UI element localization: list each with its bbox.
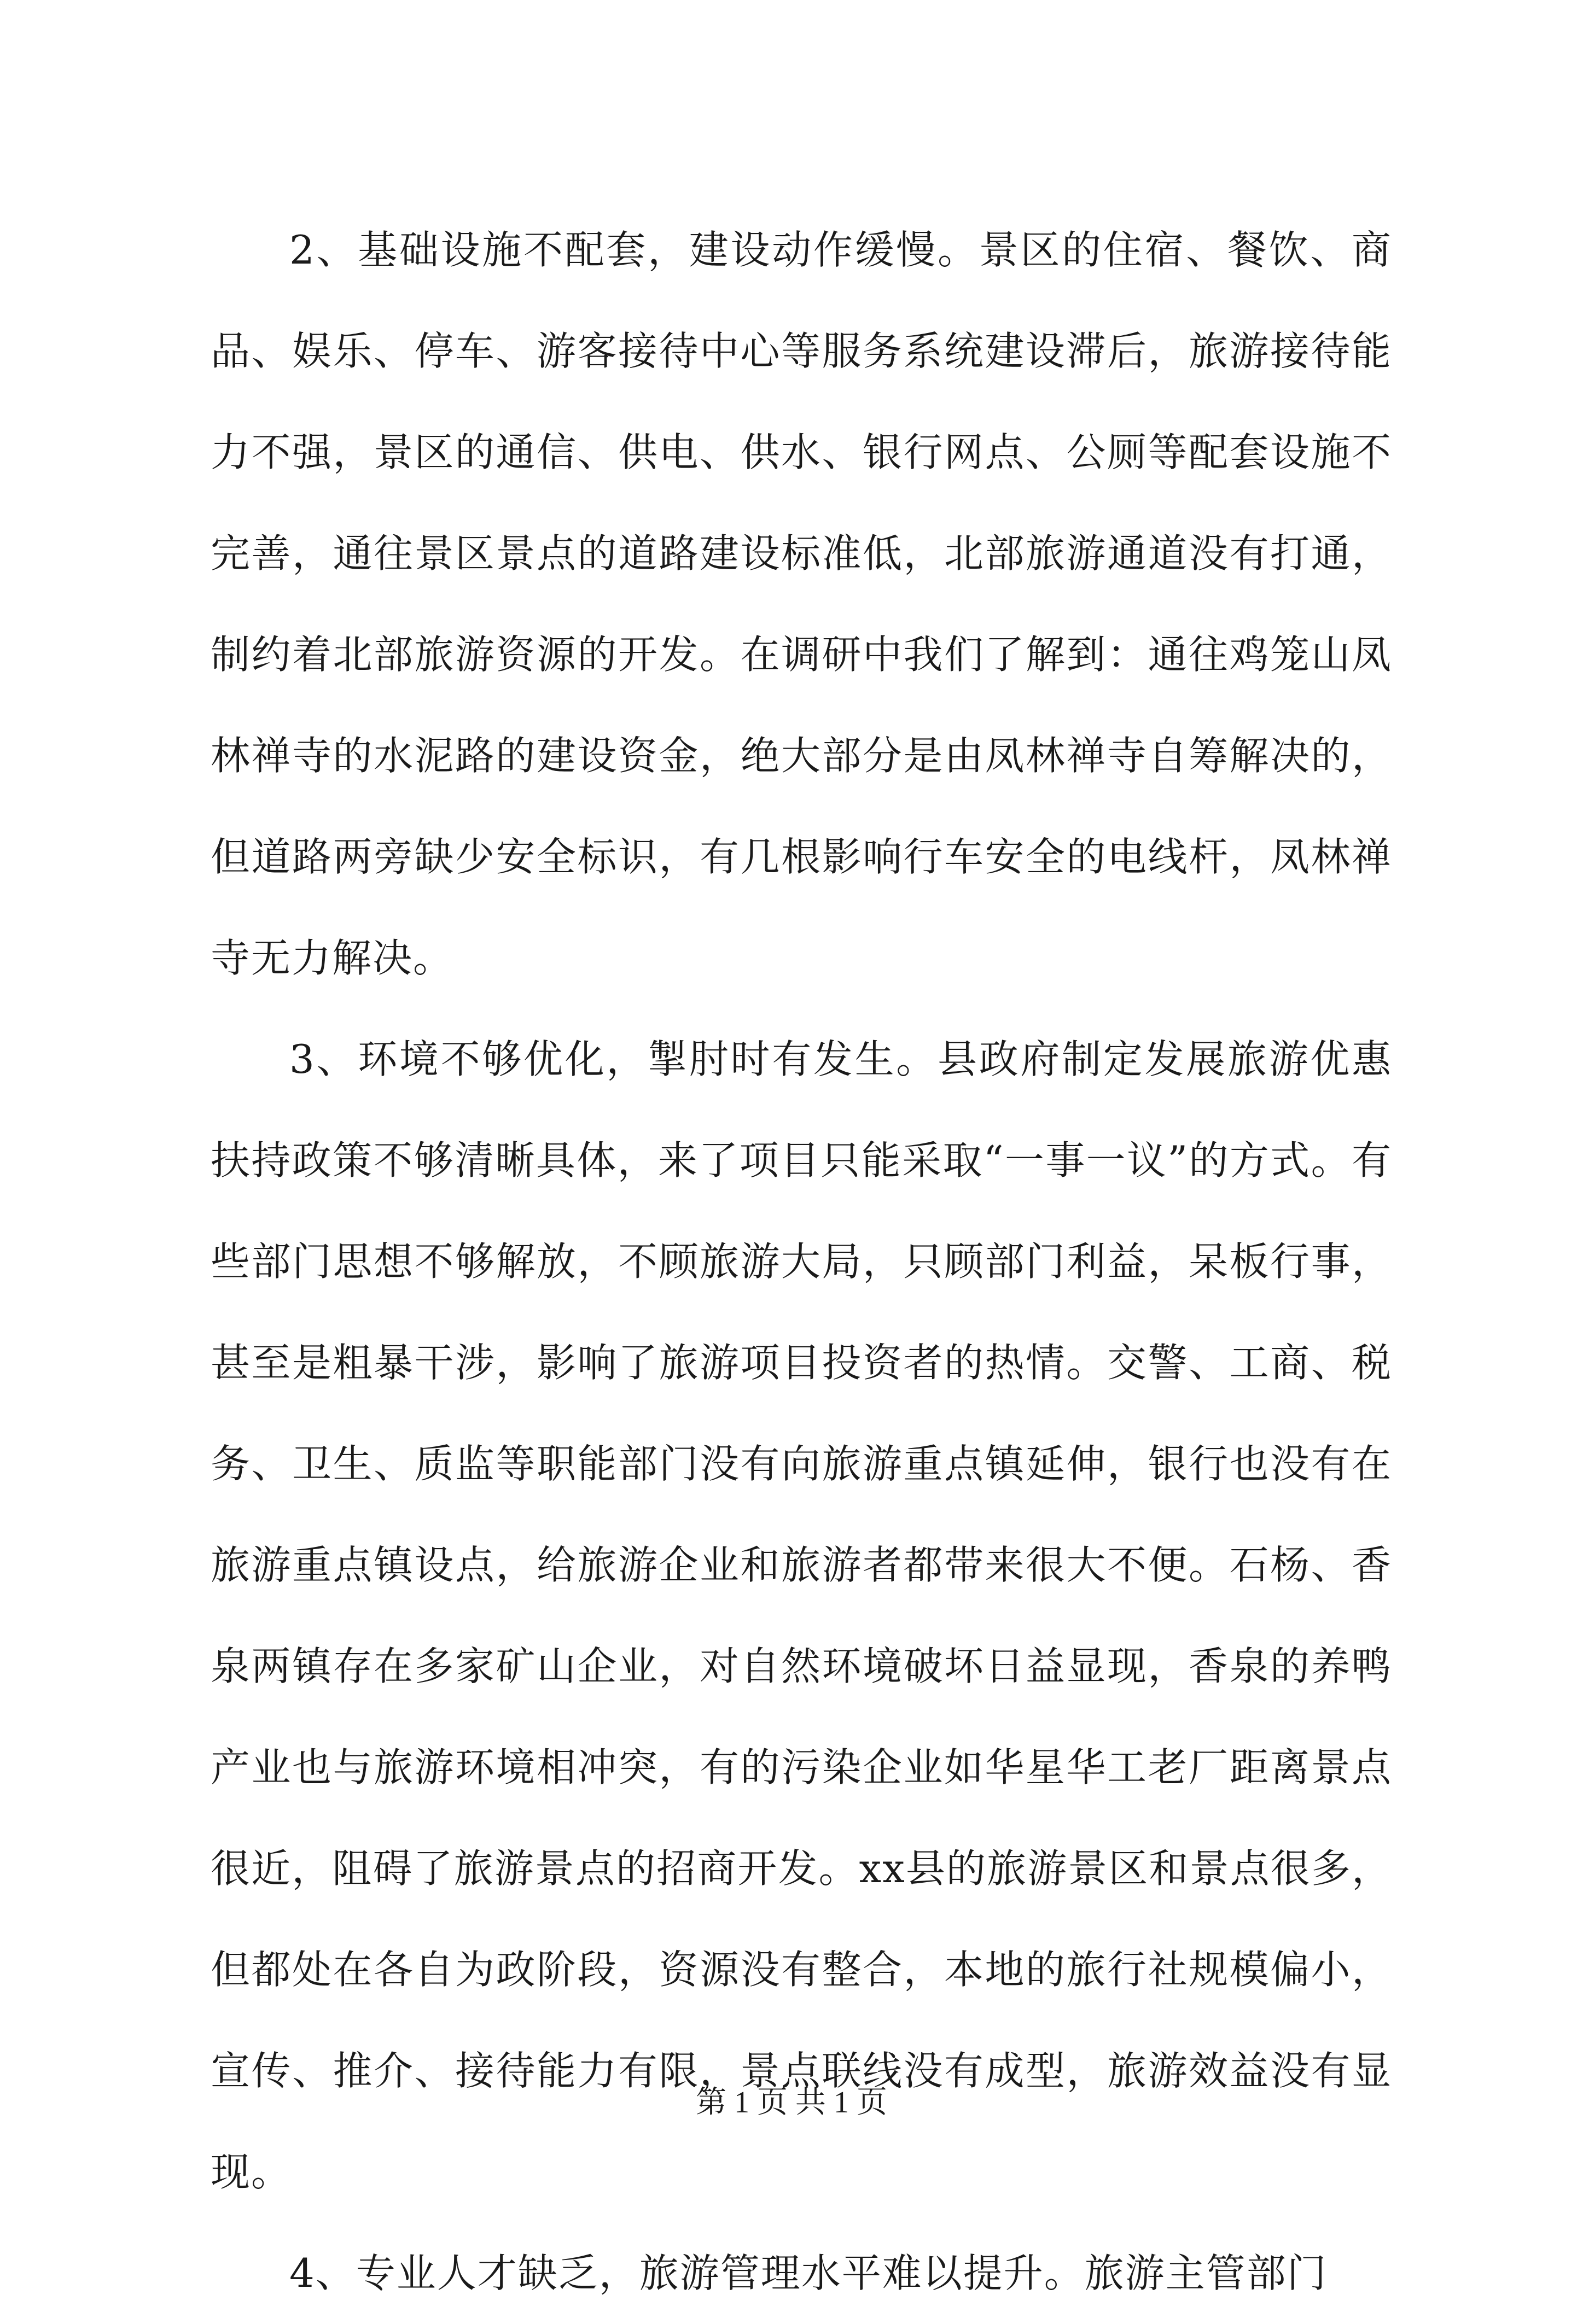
document-body: [211, 200, 1392, 2324]
paragraph-environment: 3、环境不够优化，掣肘时有发生。县政府制定发展旅游优惠扶持政策不够清晰具体，来了项目只能采取“一事一议”的方式。有些部门思想不够解放，不顾旅游大局，只顾部门利益，呆板行事，甚至是粗暴干涉，影响了旅游项目投资者的热情。交警、工商、税务、卫生、质监等职能部门没有向旅游重点镇延伸，银行也没有在旅游重点镇设点，给旅游企业和旅游者都带来很大不便。石杨、香泉两镇存在多家矿山企业，对自然环境破坏日益显现，香泉的养鸭产业也与旅游环境相冲突，有的污染企业如华星华工老厂距离景点很近，阻碍了旅游景点的招商开发。xx县的旅游景区和景点很多，但都处在各自为政阶段，资源没有整合，本地的旅行社规模偏小，宣传、推介、接待能力有限，景点联线没有成型，旅游效益没有显现。: [211, 1036, 1392, 2195]
paragraph-infrastructure: 2、基础设施不配套，建设动作缓慢。景区的住宿、餐饮、商品、娱乐、停车、游客接待中心等服务系统建设滞后，旅游接待能力不强，景区的通信、供电、供水、银行网点、公厕等配套设施不完善，通往景区景点的道路建设标准低，北部旅游通道没有打通，制约着北部旅游资源的开发。在调研中我们了解到：通往鸡笼山凤林禅寺的水泥路的建设资金，绝大部分是由凤林禅寺自筹解决的，但道路两旁缺少安全标识，有几根影响行车安全的电线杆，凤林禅寺无力解决。: [211, 227, 1392, 981]
page-footer: 第 1 页 共 1 页: [696, 2086, 887, 2119]
paragraph-talent: 4、专业人才缺乏，旅游管理水平难以提升。旅游主管部门: [289, 2250, 1328, 2296]
